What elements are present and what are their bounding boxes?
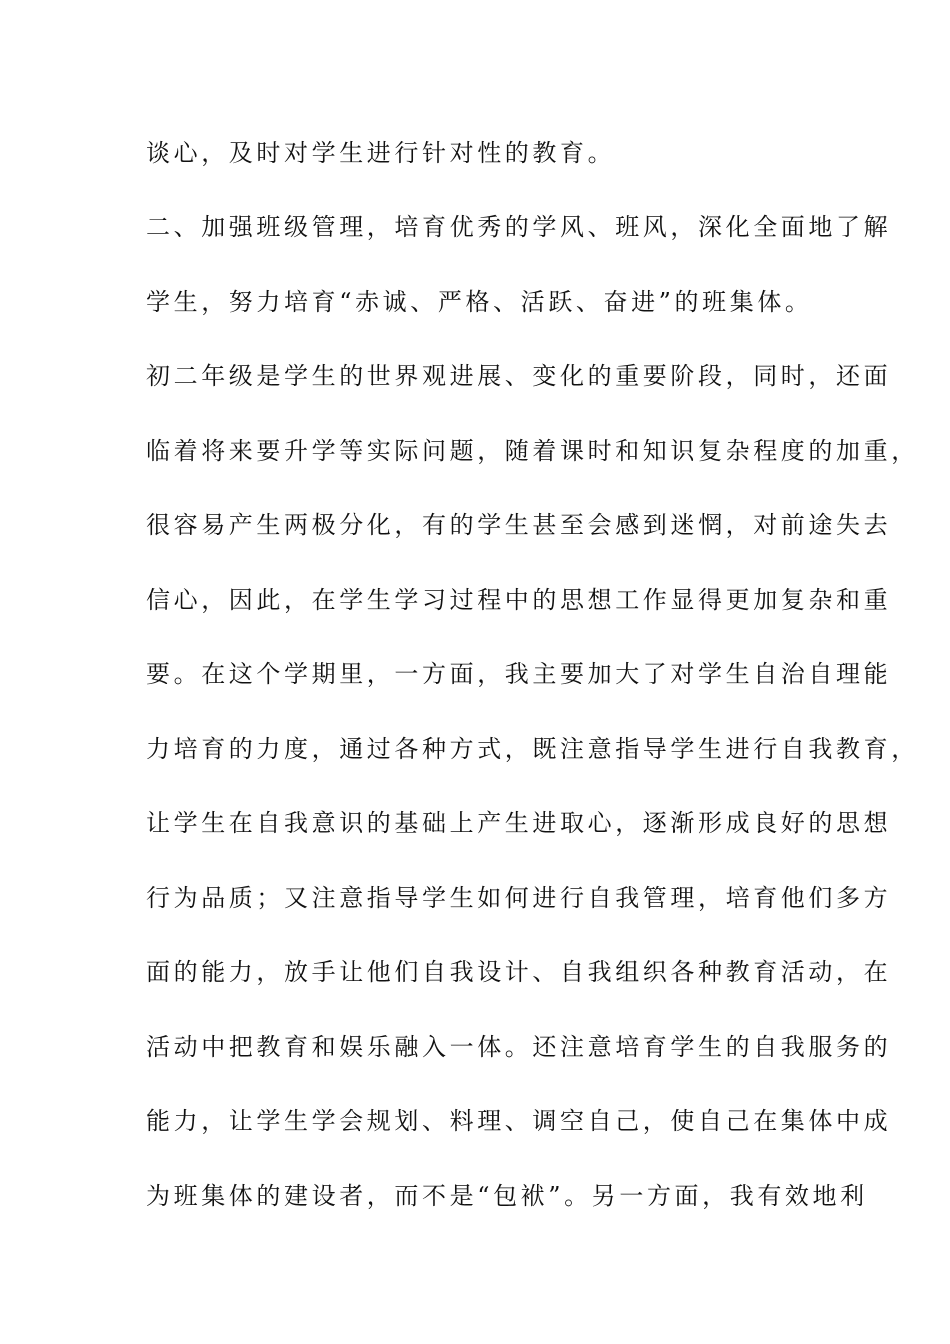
text-line: 行为品质；又注意指导学生如何进行自我管理，培育他们多方 [146,884,892,912]
text-line: 谈心，及时对学生进行针对性的教育。 [146,139,616,167]
text-line: 临着将来要升学等实际问题，随着课时和知识复杂程度的加重， [146,437,919,465]
text-line: 为班集体的建设者，而不是“包袱”。另一方面，我有效地利 [146,1182,868,1210]
text-line: 能力，让学生学会规划、料理、调空自己，使自己在集体中成 [146,1107,892,1135]
text-line: 活动中把教育和娱乐融入一体。还注意培育学生的自我服务的 [146,1033,892,1061]
text-line: 让学生在自我意识的基础上产生进取心，逐渐形成良好的思想 [146,809,892,837]
section-heading-line: 学生，努力培育“赤诚、严格、活跃、奋进”的班集体。 [146,288,813,316]
text-line: 很容易产生两极分化，有的学生甚至会感到迷惘，对前途失去 [146,511,892,539]
section-heading-line: 二、加强班级管理，培育优秀的学风、班风，深化全面地了解 [146,213,892,241]
text-line: 初二年级是学生的世界观进展、变化的重要阶段，同时，还面 [146,362,892,390]
text-line: 信心，因此，在学生学习过程中的思想工作显得更加复杂和重 [146,586,892,614]
text-line: 要。在这个学期里，一方面，我主要加大了对学生自治自理能 [146,660,892,688]
text-line: 力培育的力度，通过各种方式，既注意指导学生进行自我教育， [146,735,919,763]
text-line: 面的能力，放手让他们自我设计、自我组织各种教育活动，在 [146,958,892,986]
